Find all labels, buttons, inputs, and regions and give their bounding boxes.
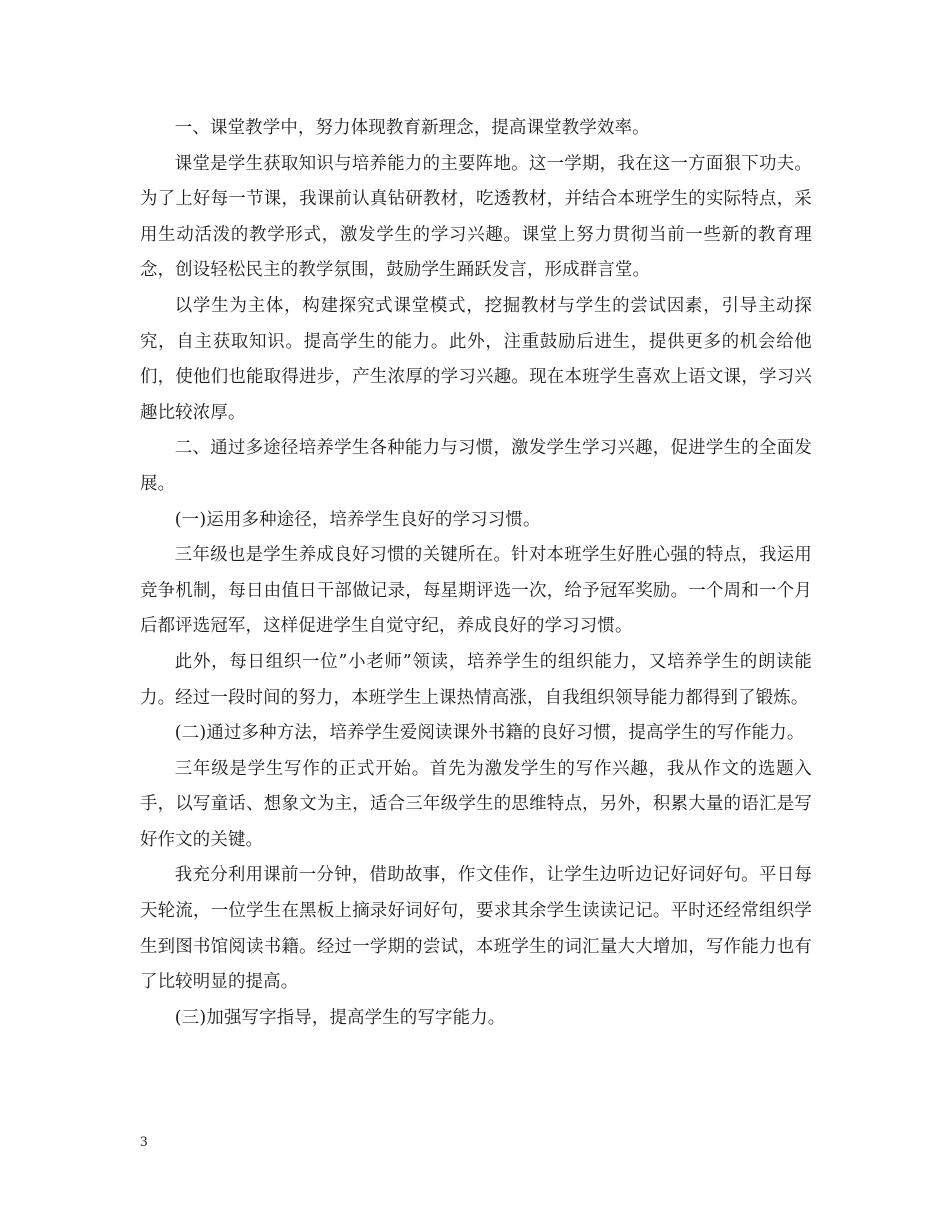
body-paragraph: 我充分利用课前一分钟，借助故事，作文佳作，让学生边听边记好词好句。平日每天轮流，一位学生在黑板上摘录好词好句，要求其余学生读读记记。平时还经常组织学生到图书馆阅读书籍。经过一学期的尝试，本班学生的词汇量大大增加，写作能力也有了比较明显的提高。 <box>140 865 812 993</box>
body-paragraph: 三年级也是学生养成良好习惯的关键所在。针对本班学生好胜心强的特点，我运用竞争机制，每日由值日干部做记录，每星期评选一次，给予冠军奖励。一个周和一个月后都评选冠军，这样促进学生自觉守纪，养成良好的学习习惯。 <box>140 545 812 637</box>
subsection-heading-2: (二)通过多种方法，培养学生爱阅读课外书籍的良好习惯，提高学生的写作能力。 <box>174 723 805 744</box>
body-paragraph: 课堂是学生获取知识与培养能力的主要阵地。这一学期，我在这一方面狠下功夫。为了上好每一节课，我课前认真钻研教材，吃透教材，并结合本班学生的实际特点，采用生动活泼的教学形式，激发学生的学习兴趣。课堂上努力贯彻当前一些新的教育理念，创设轻松民主的教学氛围，鼓励学生踊跃发言，形成群言堂。 <box>140 153 812 281</box>
page-number: 3 <box>140 1134 148 1150</box>
section-heading-2: 二、通过多途径培养学生各种能力与习惯，激发学生学习兴趣，促进学生的全面发展。 <box>140 438 812 494</box>
body-paragraph: 三年级是学生写作的正式开始。首先为激发学生的写作兴趣，我从作文的选题入手，以写童话、想象文为主，适合三年级学生的思维特点，另外，积累大量的语汇是写好作文的关键。 <box>140 758 812 850</box>
section-heading-1: 一、课堂教学中，努力体现教育新理念，提高课堂教学效率。 <box>174 118 650 138</box>
subsection-heading-3: (三)加强写字指导，提高学生的写字能力。 <box>174 1007 506 1028</box>
subsection-heading-1: (一)运用多种途径，培养学生良好的学习习惯。 <box>174 509 541 530</box>
body-paragraph: 以学生为主体，构建探究式课堂模式，挖掘教材与学生的尝试因素，引导主动探究，自主获取知识。提高学生的能力。此外，注重鼓励后进生，提供更多的机会给他们，使他们也能取得进步，产生浓厚的学习兴趣。现在本班学生喜欢上语文课，学习兴趣比较浓厚。 <box>140 295 812 423</box>
body-paragraph: 此外，每日组织一位”小老师”领读，培养学生的组织能力，又培养学生的朗读能力。经过一段时间的努力，本班学生上课热情高涨，自我组织领导能力都得到了锻炼。 <box>140 651 812 708</box>
document-body <box>140 111 812 1036</box>
